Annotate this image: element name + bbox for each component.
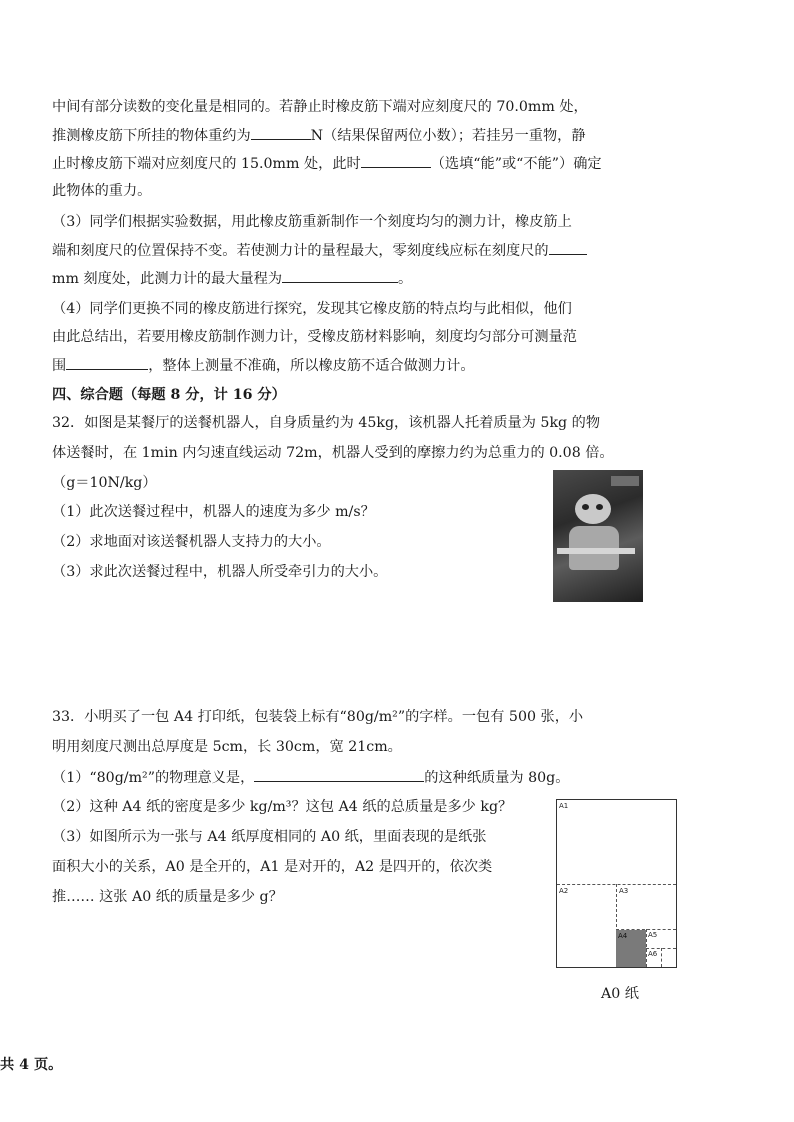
- page-footer: 共 4 页。: [0, 1057, 63, 1073]
- robot-eye-right: [596, 504, 603, 510]
- q31-part3-line-2-text: 端和刻度尺的位置保持不变。若使测力计的量程最大，零刻度线应标在刻度尺的: [52, 243, 549, 259]
- q32-sub-2: （2）求地面对该送餐机器人支持力的大小。: [52, 534, 331, 550]
- q31-part3-line-3: [52, 268, 412, 289]
- q33-sub-3-line-1: （3）如图所示为一张与 A4 纸厚度相同的 A0 纸，里面表现的是纸张: [52, 829, 487, 845]
- photo-sign: [611, 476, 639, 486]
- q32-line-3: （g＝10N/kg）: [52, 475, 157, 491]
- answer-blank-physical-meaning[interactable]: [254, 767, 424, 782]
- q31-line-2-text-a: 推测橡皮筋下所挂的物体重约为: [52, 128, 251, 144]
- q31-line-4: 此物体的重力。: [52, 183, 152, 199]
- label-a6: A6: [648, 950, 658, 958]
- q31-part4-line-3-text-a: 围: [52, 358, 67, 374]
- q33-sub-1-text-a: （1）“80g/m²”的物理意义是，: [52, 770, 255, 786]
- answer-blank-weight[interactable]: [251, 125, 311, 140]
- q31-part4-line-3-text-b: ，整体上测量不准确，所以橡皮筋不适合做测力计。: [148, 358, 475, 374]
- q31-part4-line-2: 由此总结出，若要用橡皮筋制作测力计，受橡皮筋材料影响，刻度均匀部分可测量范: [52, 329, 577, 345]
- q33-line-2: 明用刻度尺测出总厚度是 5cm，长 30cm，宽 21cm。: [52, 739, 402, 755]
- q31-line-3: [52, 153, 602, 174]
- q33-sub-2: （2）这种 A4 纸的密度是多少 kg/m³？这包 A4 纸的总质量是多少 kg？: [52, 799, 513, 815]
- q31-line-3-text-a: 止时橡皮筋下端对应刻度尺的 15.0mm 处，此时: [52, 156, 361, 172]
- q32-sub-1: （1）此次送餐过程中，机器人的速度为多少 m/s？: [52, 504, 375, 520]
- label-a5: A5: [648, 931, 658, 939]
- q33-sub-3-line-2: 面积大小的关系，A0 是全开的，A1 是对开的，A2 是四开的，依次类: [52, 859, 493, 875]
- q31-line-2-text-b: N（结果保留两位小数）；若挂另一重物，静: [310, 128, 586, 144]
- q32-line-1: 32．如图是某餐厅的送餐机器人，自身质量约为 45kg，该机器人托着质量为 5kg 的物: [52, 415, 601, 431]
- q33-sub-1: [52, 767, 569, 788]
- q32-sub-3: （3）求此次送餐过程中，机器人所受牵引力的大小。: [52, 564, 388, 580]
- section-title: 四、综合题（每题 8 分，计 16 分）: [52, 387, 286, 403]
- robot-photo: [553, 470, 643, 602]
- q33-sub-3-line-3: 推…… 这张 A0 纸的质量是多少 g？: [52, 889, 283, 905]
- a0-paper-diagram: [556, 799, 677, 968]
- q31-part3-line-1: （3）同学们根据实验数据，用此橡皮筋重新制作一个刻度均匀的测力计，橡皮筋上: [52, 214, 572, 230]
- label-a4: A4: [618, 932, 628, 940]
- label-a1: A1: [559, 802, 569, 810]
- label-a3: A3: [619, 887, 629, 895]
- answer-blank-max-range[interactable]: [282, 268, 398, 283]
- q31-line-2: [52, 125, 586, 146]
- q31-line-3-text-b: （选填“能”或“不能”）确定: [430, 156, 602, 172]
- q31-part3-line-2: [52, 240, 587, 261]
- q33-sub-1-text-b: 的这种纸质量为 80g。: [424, 770, 570, 786]
- q32-line-2: 体送餐时，在 1min 内匀速直线运动 72m，机器人受到的摩擦力约为总重力的 0.08 倍。: [52, 445, 614, 461]
- q31-part3-line-3-text-b: 。: [398, 271, 413, 287]
- label-a2: A2: [559, 887, 569, 895]
- q31-part3-line-3-text-a: mm 刻度处，此测力计的最大量程为: [52, 271, 283, 287]
- q31-line-1: 中间有部分读数的变化量是相同的。若静止时橡皮筋下端对应刻度尺的 70.0mm 处，: [52, 99, 588, 115]
- robot-eye-left: [582, 504, 589, 510]
- figure-caption: A0 纸: [601, 986, 639, 1002]
- answer-blank-zero-mark[interactable]: [549, 240, 587, 255]
- answer-blank-range[interactable]: [66, 355, 148, 370]
- q31-part4-line-1: （4）同学们更换不同的橡皮筋进行探究，发现其它橡皮筋的特点均与此相似，他们: [52, 301, 572, 317]
- a6-divider: [661, 948, 662, 967]
- q31-part4-line-3: [52, 355, 475, 376]
- answer-blank-can-determine[interactable]: [361, 153, 431, 168]
- robot-tray: [557, 548, 635, 554]
- robot-head: [575, 494, 611, 524]
- q33-line-1: 33．小明买了一包 A4 打印纸，包装袋上标有“80g/m²”的字样。一包有 500 张，小: [52, 709, 584, 725]
